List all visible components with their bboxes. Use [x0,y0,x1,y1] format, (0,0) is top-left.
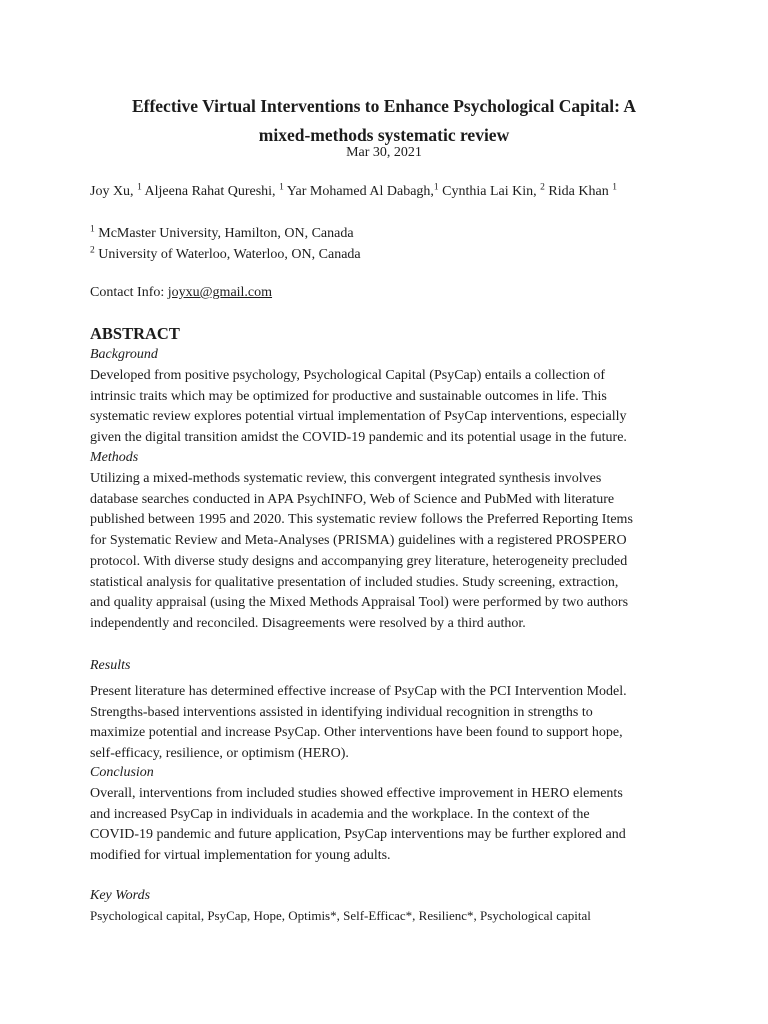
author-affiliation-mark: 1 [433,182,439,193]
conclusion-paragraph: Overall, interventions from included studies showed effective improvement in HERO elements and increased PsyCap in individuals in academia and the workplace. In the context of the COVID-19 pandemic and future application, PsyCap interventions may be further explored and modified for virtual implementation for young adults. [90,786,626,864]
contact-email-link[interactable]: joyxu@gmail.com [167,285,273,300]
background-paragraph: Developed from positive psychology, Psychological Capital (PsyCap) entails a collection of intrinsic traits which may be optimized for productive and sustainable outcomes in life. This systematic review explores potential virtual implementation of PsyCap interventions, especially given the digital transition amidst the COVID-19 pandemic and its potential usage in the future. [90,368,627,446]
abstract-heading: ABSTRACT [90,324,180,343]
results-paragraph: Present literature has determined effective increase of PsyCap with the PCI Intervention Model. Strengths-based interventions assisted in identifying individual recognition in strengths to maximize potential and increase PsyCap. Other interventions have been found to support hope, self-efficacy, resilience, or optimism (HERO). [90,684,627,762]
author-affiliation-mark: 1 [137,182,142,193]
affiliation-text: University of Waterloo, Waterloo, ON, Canada [94,247,361,262]
affiliation-mark: 1 [90,224,95,235]
author-name: Yar Mohamed Al Dabagh, [283,184,434,199]
contact-label: Contact Info: [90,285,168,300]
author-name: Cynthia Lai Kin, [438,184,541,199]
author-affiliation-mark: 2 [540,182,545,193]
author-name: Joy Xu, [90,184,138,199]
author-list [90,183,617,201]
paper-title-line-2: mixed-methods systematic review [258,125,510,145]
paper-title-line-1: Effective Virtual Interventions to Enhance Psychological Capital: A [131,96,637,116]
affiliation-2 [90,246,361,264]
keywords-list: Psychological capital, PsyCap, Hope, Optimis*, Self-Efficac*, Resilienc*, Psychological capital [90,908,591,923]
author-name: Rida Khan [544,184,613,199]
results-heading: Results [90,658,131,673]
author-affiliation-mark: 1 [279,182,284,193]
background-heading: Background [90,347,158,362]
affiliation-1 [90,225,354,243]
publication-date: Mar 30, 2021 [346,145,422,160]
affiliation-text: McMaster University, Hamilton, ON, Canada [94,226,354,241]
conclusion-heading: Conclusion [90,765,154,780]
contact-info [90,284,272,302]
affiliation-mark: 2 [90,245,95,256]
methods-paragraph: Utilizing a mixed-methods systematic review, this convergent integrated synthesis involves database searches conducted in APA PsychINFO, Web of Science and PubMed with literature published between 1995 and 2020. This systematic review follows the Preferred Reporting Items for Systematic Review and Meta-Analyses (PRISMA) guidelines with a registered PROSPERO protocol. With diverse study designs and accompanying grey literature, heterogeneity precluded statistical analysis for qualitative presentation of included studies. Study screening, extraction, and quality appraisal (using the Mixed Methods Appraisal Tool) were performed by two authors independently and reconciled. Disagreements were resolved by a third author. [90,471,633,631]
keywords-heading: Key Words [90,888,151,903]
author-affiliation-mark: 1 [612,182,617,193]
paper-title [40,92,728,150]
author-name: Aljeena Rahat Qureshi, [141,184,280,199]
methods-heading: Methods [90,450,139,465]
